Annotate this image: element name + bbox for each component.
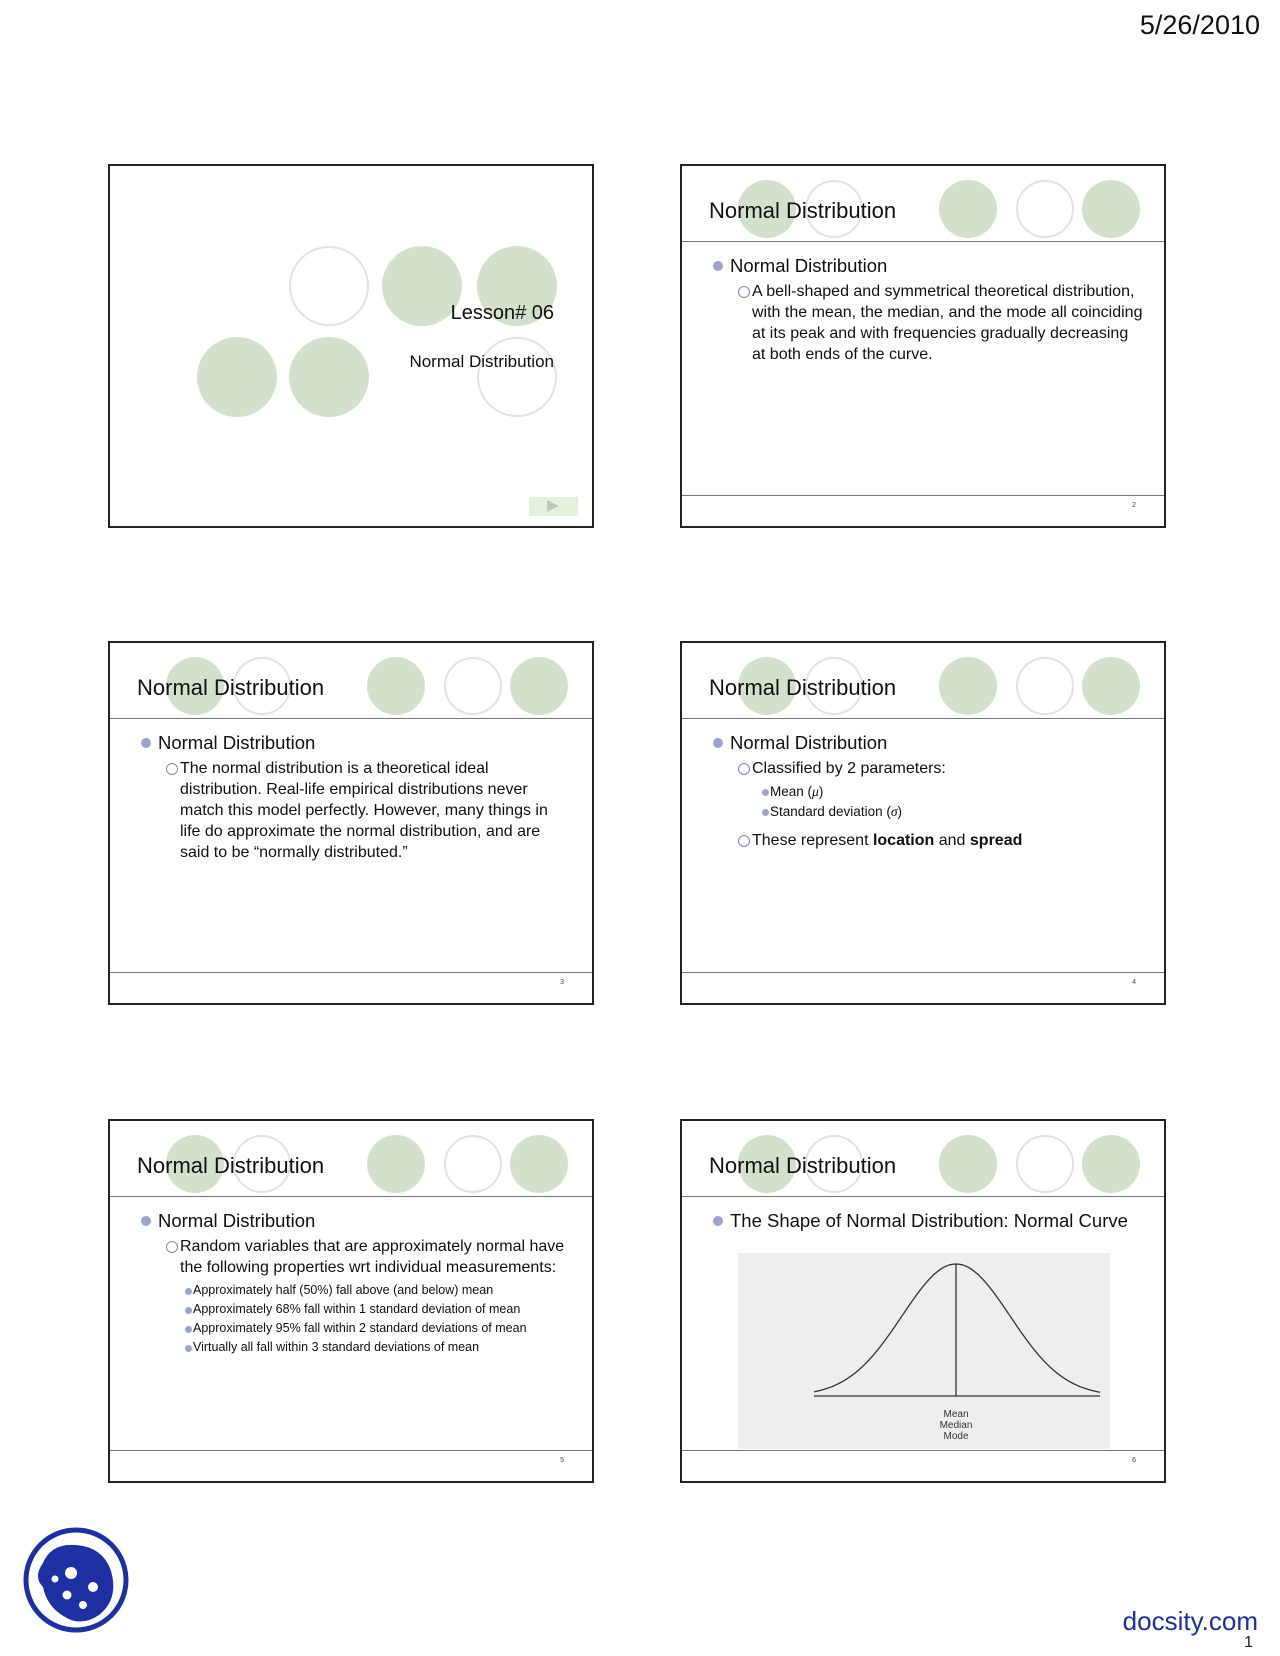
sub-bullet-item: Classified by 2 parameters: — [712, 758, 1144, 779]
parameter-label: Standard deviation ( — [770, 804, 891, 819]
decor-circle — [289, 246, 369, 326]
decor-circle — [939, 180, 997, 238]
decor-circle — [1016, 1135, 1074, 1193]
slide-title: Normal Distribution — [709, 198, 897, 223]
slide-title: Normal Distribution — [709, 675, 897, 700]
decor-circle — [510, 1135, 568, 1193]
footer-divider — [682, 495, 1164, 496]
sigma-symbol: σ — [890, 804, 898, 819]
slide-title: Normal Distribution — [709, 1153, 897, 1178]
decor-circle — [939, 657, 997, 715]
slide-content — [140, 731, 572, 863]
decor-circle — [1082, 180, 1140, 238]
page-number: 1 — [1244, 1634, 1253, 1651]
curve-label-median: Median — [939, 1420, 973, 1431]
property-item: Approximately 95% fall within 2 standard deviations of mean — [140, 1319, 572, 1338]
property-item: Approximately half (50%) fall above (and below) mean — [140, 1281, 572, 1300]
decor-circle — [444, 657, 502, 715]
curve-label-mean: Mean — [943, 1409, 969, 1420]
slide-content — [140, 1209, 572, 1357]
slide-number: 6 — [1132, 1457, 1136, 1464]
property-item: Approximately 68% fall within 1 standard deviation of mean — [140, 1300, 572, 1319]
bold-location: location — [872, 832, 935, 849]
decor-circle — [477, 337, 557, 417]
decor-circle — [197, 337, 277, 417]
title-divider — [110, 1196, 592, 1197]
bullet-item: Normal Distribution — [140, 1209, 572, 1233]
bell-curve — [814, 1264, 1100, 1392]
parameter-sd — [712, 802, 1144, 822]
slide-title: Normal Distribution — [137, 1153, 325, 1178]
parameter-label: Mean ( — [770, 784, 813, 799]
parameter-mean — [712, 782, 1144, 802]
slide-2 — [680, 164, 1166, 528]
bold-spread: spread — [969, 832, 1023, 849]
slide-5 — [108, 1119, 594, 1483]
curve-label-mode: Mode — [943, 1431, 969, 1442]
normal-curve-svg — [738, 1253, 1110, 1449]
footer-divider — [682, 1450, 1164, 1451]
footer-divider — [110, 972, 592, 973]
footer-divider — [682, 972, 1164, 973]
decor-circle — [367, 657, 425, 715]
bullet-item: Normal Distribution — [712, 254, 1144, 278]
decor-circle — [367, 1135, 425, 1193]
decor-circle — [289, 337, 369, 417]
property-item: Virtually all fall within 3 standard deviations of mean — [140, 1338, 572, 1357]
sub-bullet-item: A bell-shaped and symmetrical theoretical distribution, with the mean, the median, and the mode all coinciding at its peak and with frequencies gradually decreasing at both ends of the curve. — [712, 281, 1144, 365]
text-prefix: These represent — [752, 832, 873, 849]
sub-bullet-item: The normal distribution is a theoretical ideal distribution. Real-life empirical distributions never match this model perfectly. However, many things in life do approximate the normal distribution, and are said to be “normally distributed.” — [140, 758, 572, 863]
slide-number: 2 — [1132, 502, 1136, 509]
bullet-item: The Shape of Normal Distribution: Normal Curve — [712, 1209, 1144, 1233]
lesson-title: Lesson# 06 — [450, 302, 554, 324]
bullet-item: Normal Distribution — [140, 731, 572, 755]
sub-bullet-item: Random variables that are approximately normal have the following properties wrt individual measurements: — [140, 1236, 572, 1278]
title-divider — [682, 241, 1164, 242]
slide-4 — [680, 641, 1166, 1005]
page-date: 5/26/2010 — [1139, 10, 1260, 40]
slide-title: Normal Distribution — [137, 675, 325, 700]
decor-circle — [1082, 657, 1140, 715]
title-divider — [110, 718, 592, 719]
sub-bullet-item — [712, 830, 1144, 851]
decor-circle — [444, 1135, 502, 1193]
logo-icon — [21, 1525, 131, 1635]
lesson-subtitle: Normal Distribution — [409, 352, 554, 371]
decor-circle — [510, 657, 568, 715]
slide-number: 5 — [560, 1457, 564, 1464]
title-divider — [682, 1196, 1164, 1197]
footer-divider — [110, 1450, 592, 1451]
bullet-item: Normal Distribution — [712, 731, 1144, 755]
slide-number: 3 — [560, 979, 564, 986]
slide-content — [712, 254, 1144, 365]
decor-circle — [939, 1135, 997, 1193]
close-paren: ) — [818, 784, 824, 799]
docsity-logo[interactable] — [21, 1525, 131, 1635]
decor-circle — [1016, 180, 1074, 238]
text-and: and — [934, 832, 970, 849]
slide-content — [712, 1209, 1144, 1233]
slide-6 — [680, 1119, 1166, 1483]
slide-3 — [108, 641, 594, 1005]
decor-circle — [1016, 657, 1074, 715]
close-paren: ) — [897, 804, 902, 819]
slide-number: 4 — [1132, 979, 1136, 986]
play-icon[interactable] — [529, 497, 578, 516]
slide-1 — [108, 164, 594, 528]
slide-content — [712, 731, 1144, 851]
decor-circle — [1082, 1135, 1140, 1193]
mu-symbol: μ — [812, 784, 819, 799]
normal-curve-figure — [738, 1253, 1110, 1449]
title-divider — [682, 718, 1164, 719]
brand-link[interactable]: docsity.com — [1122, 1606, 1258, 1636]
